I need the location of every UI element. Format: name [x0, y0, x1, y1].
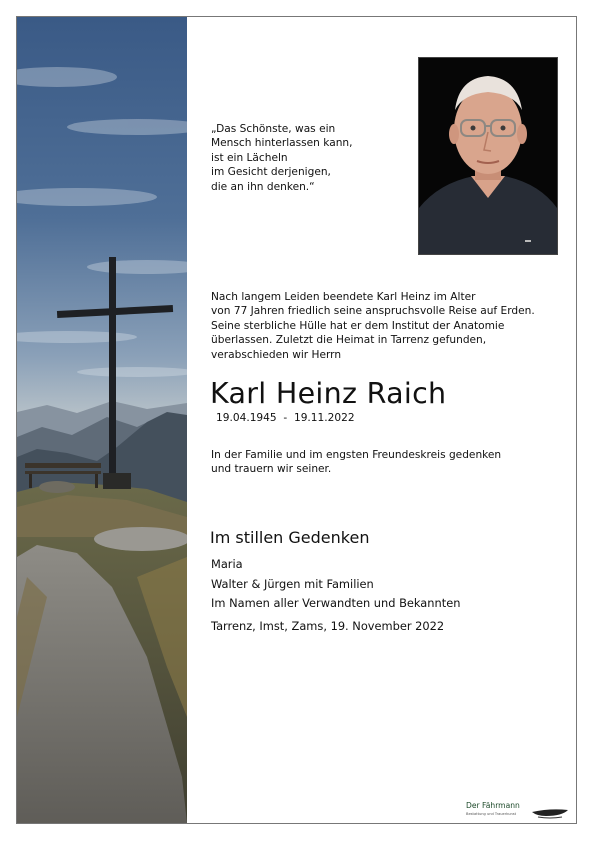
place-and-date: Tarrenz, Imst, Zams, 19. November 2022 — [211, 619, 445, 633]
memorial-heading: Im stillen Gedenken — [210, 528, 370, 547]
ferry-boat-icon — [532, 804, 568, 823]
mourner-item: Walter & Jürgen mit Familien — [211, 576, 374, 591]
mountain-cross-photo — [17, 17, 187, 823]
memorial-quote: „Das Schönste, was ein Mensch hinterlassen kann, ist ein Lächeln im Gesicht derjenigen, die an ihn denken.“ — [211, 123, 353, 193]
mourner-item: Maria — [211, 557, 243, 571]
logo-name: Der Fährmann — [466, 801, 520, 810]
mourner-item: Im Namen aller Verwandten und Bekannten — [211, 596, 461, 610]
family-mourning-text: In der Familie und im engsten Freundeskreis gedenken und trauern wir seiner. — [211, 449, 502, 476]
mourners-list — [211, 555, 460, 614]
logo-tagline: Bestattung und Trauerkunst — [466, 812, 517, 816]
life-dates: 19.04.1945 - 19.11.2022 — [216, 412, 355, 424]
portrait-photo — [418, 57, 558, 255]
deceased-name: Karl Heinz Raich — [210, 377, 447, 410]
death-announcement: Nach langem Leiden beendete Karl Heinz im Alter von 77 Jahren friedlich seine anspruchsvolle Reise auf Erden. Seine sterbliche Hülle hat er dem Institut der Anatomie überlassen. Zuletzt die Heimat in Tarrenz gefunden, verabschieden wir Herrn — [211, 291, 535, 361]
funeral-home-logo — [466, 801, 570, 819]
